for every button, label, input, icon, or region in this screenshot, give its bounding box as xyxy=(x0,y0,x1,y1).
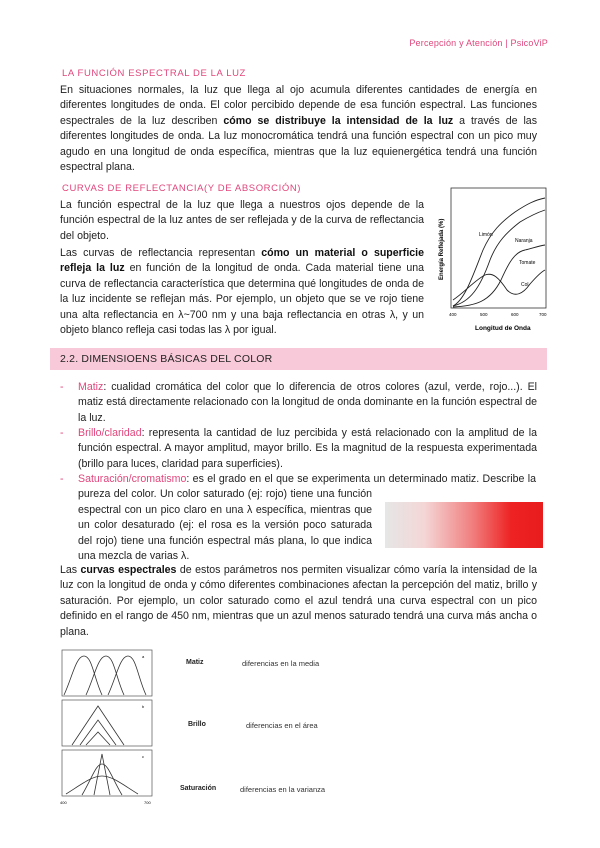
text: de estos parámetros nos permiten visualizar cómo varía la intensidad de la luz con la longitud de onda y cómo diferentes combinaciones afectan la percepción del matiz, brillo y saturación. Por ejemplo, un color saturado como el azul tendrá una curva espectral con un pico definido en el rango de 450 nm, mientras que un azul menos saturado tendrá una curva más ancha o plana. xyxy=(60,564,537,638)
paragraph-reflectance-2 xyxy=(60,246,424,338)
curve xyxy=(82,764,122,795)
bold-text: cómo un material o superficie refleja la luz xyxy=(60,247,424,275)
page-header: Percepción y Atención | PsicoViP xyxy=(409,38,548,48)
panel-tag: c xyxy=(142,754,144,759)
curve xyxy=(64,656,102,695)
paragraph-spectral-curves xyxy=(60,563,537,640)
curve-limon xyxy=(453,198,545,306)
reflectance-curves-figure xyxy=(435,180,550,340)
list-item-brillo xyxy=(62,426,537,472)
paragraph-reflectance-1: La función espectral de la luz que llega a nuestros ojos depende de la función espectral de la luz antes de ser reflejada y de la curva de reflectancia del objeto. xyxy=(60,199,424,242)
x-tick: 700 xyxy=(539,312,547,317)
term-brillo: Brillo/claridad xyxy=(78,427,142,439)
fig2-desc-saturacion: diferencias en la varianza xyxy=(240,785,326,794)
x-tick: 400 xyxy=(449,312,457,317)
figure-ylabel: Energía Reflejada (%) xyxy=(439,218,445,280)
section-title-dimensions: 2.2. DIMENSIOENS BÁSICAS DEL COLOR xyxy=(60,353,273,365)
panel-tag: b xyxy=(142,704,145,709)
list-dash: - xyxy=(60,473,64,485)
fig2-desc-matiz: diferencias en la media xyxy=(242,659,320,668)
curve xyxy=(108,656,146,695)
text: : representa la cantidad de luz percibida y está relacionado con la amplitud de la función espectral. A mayor amplitud, mayor brillo. Es la magnitud de la respuesta experimentada (brillo para luces, claridad para superficies). xyxy=(78,427,537,470)
wrap-spacer-top xyxy=(536,472,537,502)
curve xyxy=(94,754,110,795)
list-dash: - xyxy=(60,427,64,439)
list-item-matiz xyxy=(62,380,537,426)
curve-naranja xyxy=(453,210,545,306)
section-title-spectral-function: LA FUNCIÓN ESPECTRAL DE LA LUZ xyxy=(62,68,246,79)
text: : es el grado en el que se experimenta un determinado matiz. Describe la pureza del color. Un color saturado (ej: rojo) tiene una función espectral con un pico claro en una λ específica, mientras que un color desaturado (ej: el rosa es la versión poco saturada del rojo) tiene una función espectral más plana, lo que indica una mezcla de varias λ. xyxy=(78,473,536,563)
section-band-dimensions xyxy=(50,348,547,370)
saturation-gradient-swatch xyxy=(385,502,543,548)
text: : cualidad cromática del color que lo diferencia de otros colores (azul, verde, rojo...). El matiz está directamente relacionado con la longitud de onda dominante en la función espectral de la luz. xyxy=(78,381,537,424)
figure-xlabel: Longitud de Onda xyxy=(475,325,531,332)
dimension-curves-figure xyxy=(58,648,158,808)
fig2-label-brillo: Brillo xyxy=(188,721,206,728)
bold-text: cómo se distribuye la intensidad de la luz xyxy=(223,114,454,127)
bold-text: curvas espectrales xyxy=(80,564,177,576)
term-matiz: Matiz xyxy=(78,381,104,393)
fig2-label-saturacion: Saturación xyxy=(180,785,217,792)
text: Las curvas de reflectancia representan xyxy=(60,247,262,259)
text: a través de las diferentes longitudes de onda. La luz monocromática tendrá una función espectral con un pico muy agudo en una longitud de onda específica, mientras que la luz equienergética tendrá una función espectral plana. xyxy=(60,114,537,174)
list-dash: - xyxy=(60,381,64,393)
curve-tomate xyxy=(453,245,545,307)
curve xyxy=(66,776,138,794)
term-saturacion: Saturación/cromatismo xyxy=(78,473,187,485)
x-start-tick: 400 xyxy=(60,800,67,805)
curve xyxy=(86,732,110,745)
curve-label-col: Col xyxy=(521,282,529,288)
text: Las xyxy=(60,564,81,576)
curve-col xyxy=(453,270,545,300)
paragraph-spectral-function xyxy=(60,83,537,175)
curve-label-naranja: Naranja xyxy=(515,238,533,244)
fig2-desc-brillo: diferencias en el área xyxy=(246,721,318,730)
panel-frame xyxy=(62,750,152,796)
curve xyxy=(72,706,124,745)
x-tick: 600 xyxy=(511,312,519,317)
x-tick: 500 xyxy=(480,312,488,317)
section-title-reflectance: CURVAS DE REFLECTANCIA(Y DE ABSORCIÓN) xyxy=(62,183,302,194)
text: en función de la longitud de onda. Cada material tiene una curva de reflectancia característica que determina qué longitudes de onda de la luz incidente se reflejan más. Por ejemplo, un objeto que se ve rojo tiene una alta reflectancia en λ~700 nm y una baja reflectancia en otras λ, y un objeto blanco refleja casi todas las λ por igual. xyxy=(60,262,424,337)
curve-label-tomate: Tomate xyxy=(519,260,536,266)
curve-label-limon: Limón xyxy=(479,232,493,238)
fig2-label-matiz: Matiz xyxy=(186,659,204,666)
panel-tag: a xyxy=(142,654,145,659)
text: En situaciones normales, la luz que llega al ojo acumula diferentes cantidades de energía en diferentes longitudes de onda. El color percibido depende de esa función espectral. Las funciones espectrales de la luz describen xyxy=(60,84,537,127)
curve xyxy=(86,656,124,695)
x-end-tick: 700 xyxy=(144,800,151,805)
